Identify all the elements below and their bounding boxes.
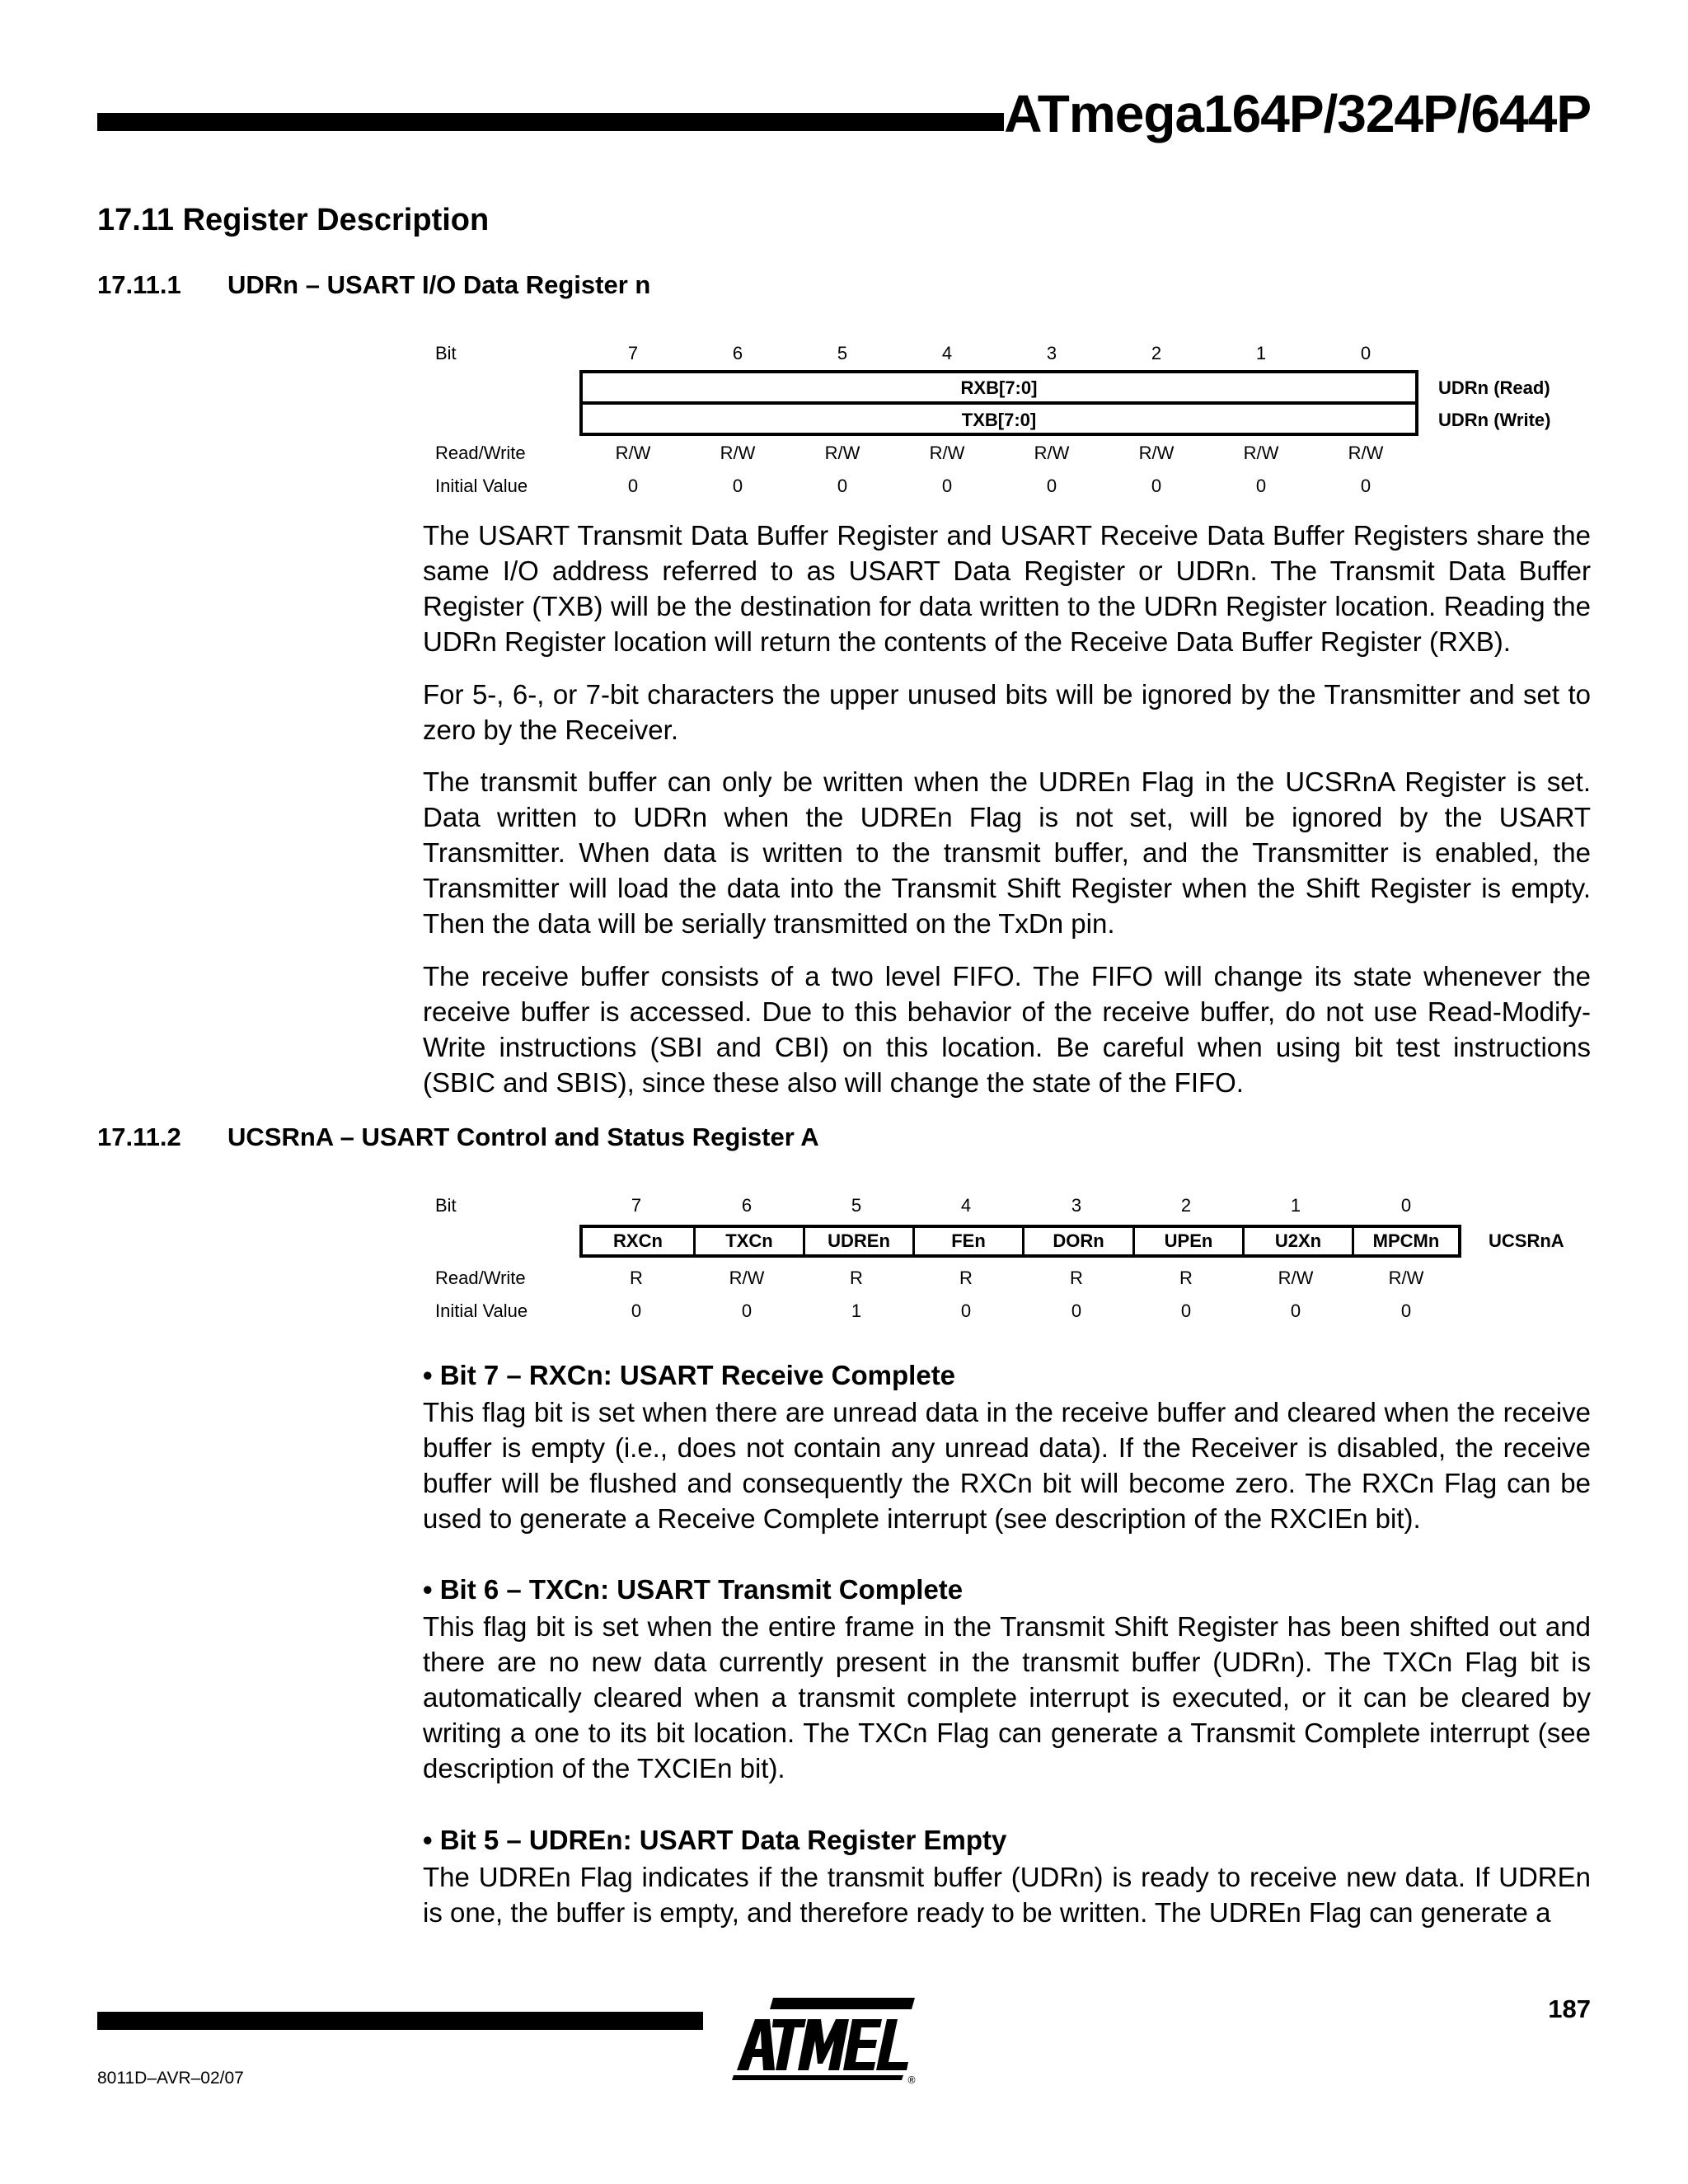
ucsra-field-txcn: TXCn bbox=[693, 1228, 803, 1254]
bit6-description: This flag bit is set when the entire frame in the Transmit Shift Register has been shifted out and there are no new data currently present in the transmit buffer (UDRn). The TXCn Flag bit is automatically cleared when a transmit complete interrupt is executed, or it can be cleared by writing a one to its bit location. The TXCn Flag can generate a Transmit Complete interrupt (see description of the TXCIEn bit). bbox=[423, 1611, 1591, 1783]
udr-init-0: 0 bbox=[1360, 476, 1372, 496]
ucsra-subsection-heading bbox=[97, 1124, 819, 1150]
ucsra-rw-0: R/W bbox=[1388, 1268, 1424, 1288]
ucsra-rw-1: R/W bbox=[1278, 1268, 1314, 1288]
udr-subsection-number: 17.11.1 bbox=[97, 270, 181, 299]
section-number: 17.11 bbox=[97, 203, 174, 237]
udr-paragraph-2: For 5-, 6-, or 7-bit characters the upper unused bits will be ignored by the Transmitter and set to zero by the Receiver. bbox=[423, 679, 1591, 745]
udr-paragraph-3: The transmit buffer can only be written when the UDREn Flag in the UCSRnA Register is set. Data written to UDRn when the UDREn Flag is not set, will be ignored by the USART Transmitter. When data is written to the transmit buffer, and the Transmitter is enabled, the Transmitter will load the data into the Transmit Shift Register when the Shift Register is empty. Then the data will be serially transmitted on the TxDn pin. bbox=[423, 766, 1591, 939]
ucsra-bit-1: 1 bbox=[1290, 1195, 1301, 1216]
ucsra-side-label: UCSRnA bbox=[1489, 1230, 1564, 1251]
udr-bit-6: 6 bbox=[732, 343, 743, 363]
udr-read-label: UDRn (Read) bbox=[1438, 377, 1550, 398]
section-title: Register Description bbox=[182, 203, 490, 237]
ucsra-rw-5: R bbox=[850, 1268, 863, 1288]
udr-bit-7: 7 bbox=[627, 343, 639, 363]
ucsra-rw-2: R bbox=[1179, 1268, 1193, 1288]
section-heading bbox=[97, 204, 489, 236]
ucsra-field-udren: UDREn bbox=[803, 1228, 912, 1254]
bit5-description: The UDREn Flag indicates if the transmit buffer (UDRn) is ready to receive new data. If UDREn is one, the buffer is empty, and therefore ready to be written. The UDREn Flag can generate a bbox=[423, 1862, 1591, 1928]
ucsra-init-label: Initial Value bbox=[435, 1301, 528, 1321]
ucsra-init-1: 0 bbox=[1290, 1301, 1301, 1321]
ucsra-field-rxcn: RXCn bbox=[613, 1230, 663, 1251]
ucsra-bit-label: Bit bbox=[435, 1195, 457, 1216]
udr-bit-4: 4 bbox=[941, 343, 953, 363]
ucsra-field-u2xn: U2Xn bbox=[1242, 1228, 1352, 1254]
ucsra-field-upen: UPEn bbox=[1132, 1228, 1242, 1254]
udr-txb-field: TXB[7:0] bbox=[961, 410, 1037, 430]
ucsra-init-7: 0 bbox=[631, 1301, 642, 1321]
udr-bit-3: 3 bbox=[1046, 343, 1057, 363]
udr-init-6: 0 bbox=[732, 476, 743, 496]
udr-rw-7: R/W bbox=[615, 443, 651, 463]
udr-init-7: 0 bbox=[627, 476, 639, 496]
footer-rule bbox=[97, 2012, 703, 2030]
ucsra-init-2: 0 bbox=[1180, 1301, 1192, 1321]
ucsra-field-mpcmn: MPCMn bbox=[1352, 1228, 1458, 1254]
udr-init-5: 0 bbox=[837, 476, 848, 496]
ucsra-rw-3: R bbox=[1070, 1268, 1083, 1288]
ucsra-init-6: 0 bbox=[741, 1301, 753, 1321]
udr-bit-2: 2 bbox=[1151, 343, 1162, 363]
udr-rw-6: R/W bbox=[720, 443, 756, 463]
ucsra-rw-7: R bbox=[630, 1268, 643, 1288]
udr-init-2: 0 bbox=[1151, 476, 1162, 496]
udr-init-1: 0 bbox=[1255, 476, 1267, 496]
udr-init-label: Initial Value bbox=[435, 476, 528, 496]
udr-rw-3: R/W bbox=[1034, 443, 1070, 463]
ucsra-init-5: 1 bbox=[851, 1301, 862, 1321]
udr-rw-label: Read/Write bbox=[435, 443, 526, 463]
udr-bit-label: Bit bbox=[435, 343, 457, 363]
ucsra-register-box bbox=[579, 1225, 1461, 1258]
udr-subsection-title: UDRn – USART I/O Data Register n bbox=[227, 270, 651, 299]
udr-init-4: 0 bbox=[941, 476, 953, 496]
atmel-logo-icon bbox=[725, 1994, 923, 2085]
udr-rxb-field: RXB[7:0] bbox=[960, 377, 1038, 398]
udr-paragraph-1: The USART Transmit Data Buffer Register and USART Receive Data Buffer Registers share the same I/O address referred to as USART Data Register or UDRn. The Transmit Data Buffer Register (TXB) will be the destination for data written to the UDRn Register location. Reading the UDRn Register location will return the contents of the Receive Data Buffer Register (RXB). bbox=[423, 520, 1591, 657]
ucsra-rw-6: R/W bbox=[729, 1268, 765, 1288]
ucsra-rw-label: Read/Write bbox=[435, 1268, 526, 1288]
atmel-logo bbox=[725, 1994, 923, 2089]
udr-write-label: UDRn (Write) bbox=[1438, 410, 1551, 430]
ucsra-bit-7: 7 bbox=[631, 1195, 642, 1216]
ucsra-field-dorn: DORn bbox=[1022, 1228, 1132, 1254]
page-number: 187 bbox=[1548, 1994, 1591, 2023]
registered-mark: ® bbox=[907, 2074, 917, 2085]
ucsra-init-0: 0 bbox=[1400, 1301, 1412, 1321]
ucsra-subsection-title: UCSRnA – USART Control and Status Register A bbox=[227, 1122, 819, 1151]
udr-rw-4: R/W bbox=[929, 443, 965, 463]
ucsra-init-4: 0 bbox=[960, 1301, 972, 1321]
document-code: 8011D–AVR–02/07 bbox=[97, 2069, 244, 2088]
bit5-heading: • Bit 5 – UDREn: USART Data Register Empty bbox=[423, 1825, 1007, 1855]
udr-rw-0: R/W bbox=[1348, 443, 1384, 463]
ucsra-rw-4: R bbox=[959, 1268, 973, 1288]
udr-bit-1: 1 bbox=[1255, 343, 1267, 363]
bit6-heading: • Bit 6 – TXCn: USART Transmit Complete bbox=[423, 1574, 964, 1605]
ucsra-bit-5: 5 bbox=[851, 1195, 862, 1216]
header-rule bbox=[97, 113, 1004, 131]
udr-paragraph-4: The receive buffer consists of a two level FIFO. The FIFO will change its state whenever the receive buffer is accessed. Due to this behavior of the receive buffer, do not use Read-Modify-Write instructions (SBI and CBI) on this location. Be careful when using bit test instructions (SBIC and SBIS), since these also will change the state of the FIFO. bbox=[423, 961, 1591, 1098]
udr-rw-2: R/W bbox=[1138, 443, 1175, 463]
ucsra-bit-4: 4 bbox=[960, 1195, 972, 1216]
udr-bit-5: 5 bbox=[837, 343, 848, 363]
ucsra-bit-0: 0 bbox=[1400, 1195, 1412, 1216]
ucsra-subsection-number: 17.11.2 bbox=[97, 1122, 181, 1151]
bit7-heading: • Bit 7 – RXCn: USART Receive Complete bbox=[423, 1360, 956, 1390]
udr-register-divider bbox=[579, 401, 1418, 405]
bit7-description: This flag bit is set when there are unread data in the receive buffer and cleared when the receive buffer is empty (i.e., does not contain any unread data). If the Receiver is disabled, the receive buffer will be flushed and consequently the RXCn bit will become zero. The RXCn Flag can be used to generate a Receive Complete interrupt (see description of the RXCIEn bit). bbox=[423, 1397, 1591, 1534]
ucsra-field-fen: FEn bbox=[912, 1228, 1022, 1254]
udr-init-3: 0 bbox=[1046, 476, 1057, 496]
udr-rw-5: R/W bbox=[824, 443, 860, 463]
document-title: ATmega164P/324P/644P bbox=[1004, 84, 1591, 143]
udr-subsection-heading bbox=[97, 272, 650, 298]
udr-bit-0: 0 bbox=[1360, 343, 1372, 363]
ucsra-bit-3: 3 bbox=[1071, 1195, 1082, 1216]
udr-rw-1: R/W bbox=[1243, 443, 1279, 463]
ucsra-bit-2: 2 bbox=[1180, 1195, 1192, 1216]
ucsra-bit-6: 6 bbox=[741, 1195, 753, 1216]
ucsra-init-3: 0 bbox=[1071, 1301, 1082, 1321]
